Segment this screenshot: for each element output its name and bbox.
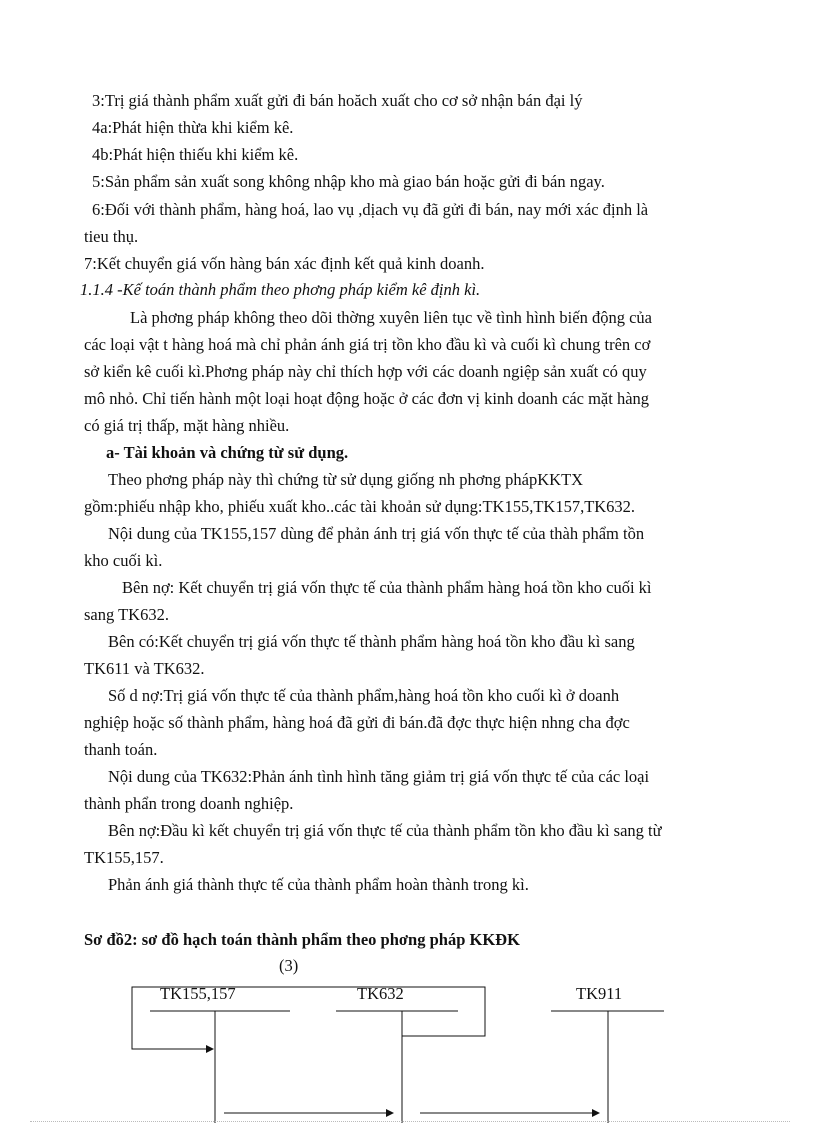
text-line: Bên nợ: Kết chuyển trị giá vốn thực tế của thành phẩm hàng hoá tồn kho cuối kì	[122, 578, 652, 597]
text-line: gồm:phiếu nhập kho, phiếu xuất kho..các tài khoản sử dụng:TK155,TK157,TK632.	[84, 497, 636, 516]
text-line: TK155,157.	[84, 848, 164, 867]
account-label-tk155-157: TK155,157	[160, 984, 236, 1003]
text-line: có giá trị thấp, mặt hàng nhiều.	[84, 416, 290, 435]
text-line: Phản ánh giá thành thực tế của thành phẩm hoàn thành trong kì.	[108, 875, 529, 894]
text-line: thanh toán.	[84, 740, 158, 759]
diagram-title: Sơ đồ2: sơ đồ hạch toán thành phẩm theo phơng pháp KKĐK	[84, 930, 520, 949]
text-line: Nội dung của TK632:Phản ánh tình hình tăng giảm trị giá vốn thực tế của các loại	[108, 767, 650, 786]
text-line: tieu thụ.	[84, 227, 139, 246]
text-line: mô nhỏ. Chỉ tiến hành một loại hoạt động hoặc ở các đơn vị kinh doanh các mặt hàng	[84, 389, 650, 408]
text-line: 4b:Phát hiện thiếu khi kiểm kê.	[92, 145, 299, 164]
text-line: kho cuối kì.	[84, 551, 163, 570]
page-bottom-border	[30, 1121, 790, 1122]
text-line: các loại vật t hàng hoá mà chỉ phản ánh giá trị tồn kho đầu kì và cuối kì chung trên cơ	[84, 335, 651, 354]
text-line: thành phẩn trong doanh nghiệp.	[84, 794, 294, 813]
text-line: sở kiển kê cuối kì.Phơng pháp này chỉ thích hợp với các doanh ngiệp sản xuất có quy	[84, 362, 647, 381]
text-line: Bên nợ:Đầu kì kết chuyển trị giá vốn thực tế của thành phẩm tồn kho đầu kì sang từ	[108, 821, 662, 840]
text-line: nghiệp hoặc số thành phẩm, hàng hoá đã gửi đi bán.đã đợc thực hiện nhng cha đợc	[84, 713, 630, 732]
text-line: sang TK632.	[84, 605, 169, 624]
text-line: 6:Đối với thành phẩm, hàng hoá, lao vụ ,dịach vụ đã gửi đi bán, nay mới xác định là	[92, 200, 649, 219]
text-line: Là phơng pháp không theo dõi thờng xuyên liên tục về tình hình biến động của	[130, 308, 652, 327]
flow-label-3: (3)	[279, 956, 299, 975]
text-line: TK611 và TK632.	[84, 659, 205, 678]
section-heading-1-1-4: 1.1.4 -Kế toán thành phẩm theo phơng pháp kiểm kê định kì.	[80, 280, 481, 299]
text-line: Nội dung của TK155,157 dùng để phản ánh trị giá vốn thực tế của thàh phẩm tồn	[108, 524, 645, 543]
account-label-tk632: TK632	[357, 984, 404, 1003]
text-line: Số d nợ:Trị giá vốn thực tế của thành phẩm,hàng hoá tồn kho cuối kì ở doanh	[108, 686, 620, 705]
text-line: Bên có:Kết chuyển trị giá vốn thực tế thành phẩm hàng hoá tồn kho đầu kì sang	[108, 632, 635, 651]
text-line: 4a:Phát hiện thừa khi kiểm kê.	[92, 118, 294, 137]
subsection-heading-a: a- Tài khoản và chứng từ sử dụng.	[106, 443, 349, 462]
flow-arrow-3	[132, 987, 485, 1049]
text-line: 5:Sản phẩm sản xuất song không nhập kho mà giao bán hoặc gửi đi bán ngay.	[92, 172, 605, 191]
account-label-tk911: TK911	[576, 984, 623, 1003]
text-line: Theo phơng pháp này thì chứng từ sử dụng giống nh phơng phápKKTX	[108, 470, 584, 489]
text-line: 7:Kết chuyển giá vốn hàng bán xác định kết quả kinh doanh.	[84, 254, 485, 273]
text-line: 3:Trị giá thành phẩm xuất gửi đi bán hoăch xuất cho cơ sở nhận bán đại lý	[92, 91, 583, 110]
